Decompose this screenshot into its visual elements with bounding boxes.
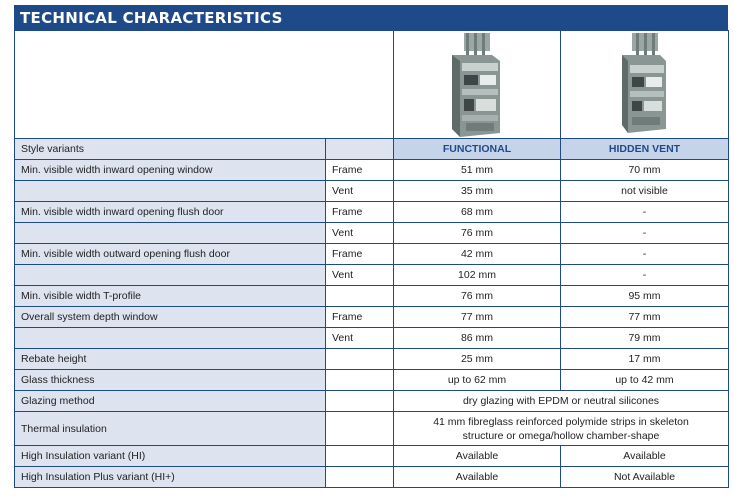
column-header-hidden-vent: HIDDEN VENT (561, 139, 729, 160)
functional-value: Available (394, 467, 561, 488)
row-sublabel: Vent (326, 223, 394, 244)
functional-value: 42 mm (394, 244, 561, 265)
table-row (15, 181, 729, 202)
table-row (15, 244, 729, 265)
row-sublabel: Vent (326, 328, 394, 349)
row-sublabel (326, 391, 394, 412)
table-row (15, 265, 729, 286)
functional-value: 76 mm (394, 223, 561, 244)
functional-value: 102 mm (394, 265, 561, 286)
functional-value: 51 mm (394, 160, 561, 181)
functional-value: up to 62 mm (394, 370, 561, 391)
hidden-vent-value: not visible (561, 181, 729, 202)
hidden-vent-profile-image (561, 31, 729, 139)
row-label: Min. visible width outward opening flush door (15, 244, 326, 265)
hidden-vent-value: 70 mm (561, 160, 729, 181)
table-row (15, 160, 729, 181)
merged-value-line: structure or omega/hollow chamber-shape (462, 429, 660, 442)
hidden-vent-value: - (561, 223, 729, 244)
hidden-vent-value: 77 mm (561, 307, 729, 328)
table-row (15, 328, 729, 349)
row-sublabel: Frame (326, 244, 394, 265)
row-sublabel (326, 349, 394, 370)
table-row (15, 286, 729, 307)
profile-section-image (442, 33, 512, 137)
merged-value-line: 41 mm fibreglass reinforced polymide strips in skeleton (433, 415, 689, 428)
row-sublabel (326, 370, 394, 391)
row-sublabel: Vent (326, 181, 394, 202)
functional-value: 77 mm (394, 307, 561, 328)
row-sublabel: Vent (326, 265, 394, 286)
row-sublabel (326, 286, 394, 307)
merged-value: dry glazing with EPDM or neutral silicones (394, 391, 729, 412)
hidden-vent-value: up to 42 mm (561, 370, 729, 391)
row-sublabel (326, 467, 394, 488)
functional-value: 68 mm (394, 202, 561, 223)
table-row (15, 446, 729, 467)
merged-value (394, 412, 729, 446)
row-label: Style variants (15, 139, 326, 160)
functional-value: 25 mm (394, 349, 561, 370)
row-label: Thermal insulation (15, 412, 326, 446)
table-row (15, 370, 729, 391)
column-header-functional: FUNCTIONAL (394, 139, 561, 160)
row-label: Glass thickness (15, 370, 326, 391)
row-label: Overall system depth window (15, 307, 326, 328)
row-label (15, 265, 326, 286)
spec-table (14, 30, 729, 488)
table-row (15, 139, 729, 160)
hidden-vent-value: 79 mm (561, 328, 729, 349)
section-title: TECHNICAL CHARACTERISTICS (14, 5, 728, 30)
hidden-vent-value: - (561, 244, 729, 265)
row-label (15, 181, 326, 202)
table-row (15, 467, 729, 488)
row-label: Rebate height (15, 349, 326, 370)
table-row (15, 349, 729, 370)
functional-profile-image (394, 31, 561, 139)
row-sublabel: Frame (326, 160, 394, 181)
row-sublabel: Frame (326, 202, 394, 223)
row-label: Min. visible width inward opening flush door (15, 202, 326, 223)
hidden-vent-value: 17 mm (561, 349, 729, 370)
table-row (15, 307, 729, 328)
functional-value: 76 mm (394, 286, 561, 307)
technical-characteristics-sheet (14, 5, 728, 488)
functional-value: 86 mm (394, 328, 561, 349)
row-label: Glazing method (15, 391, 326, 412)
row-sublabel (326, 446, 394, 467)
functional-value: 35 mm (394, 181, 561, 202)
hidden-vent-value: 95 mm (561, 286, 729, 307)
row-label: Min. visible width inward opening window (15, 160, 326, 181)
hidden-vent-value: - (561, 202, 729, 223)
row-label: High Insulation variant (HI) (15, 446, 326, 467)
table-row (15, 202, 729, 223)
row-label (15, 223, 326, 244)
table-row (15, 391, 729, 412)
row-label: High Insulation Plus variant (HI+) (15, 467, 326, 488)
row-label: Min. visible width T-profile (15, 286, 326, 307)
row-label (15, 328, 326, 349)
hidden-vent-value: Available (561, 446, 729, 467)
row-sublabel: Frame (326, 307, 394, 328)
profile-section-image (610, 33, 680, 137)
hidden-vent-value: Not Available (561, 467, 729, 488)
row-sublabel (326, 412, 394, 446)
image-row (15, 31, 729, 139)
table-row (15, 223, 729, 244)
functional-value: Available (394, 446, 561, 467)
hidden-vent-value: - (561, 265, 729, 286)
table-row (15, 412, 729, 446)
